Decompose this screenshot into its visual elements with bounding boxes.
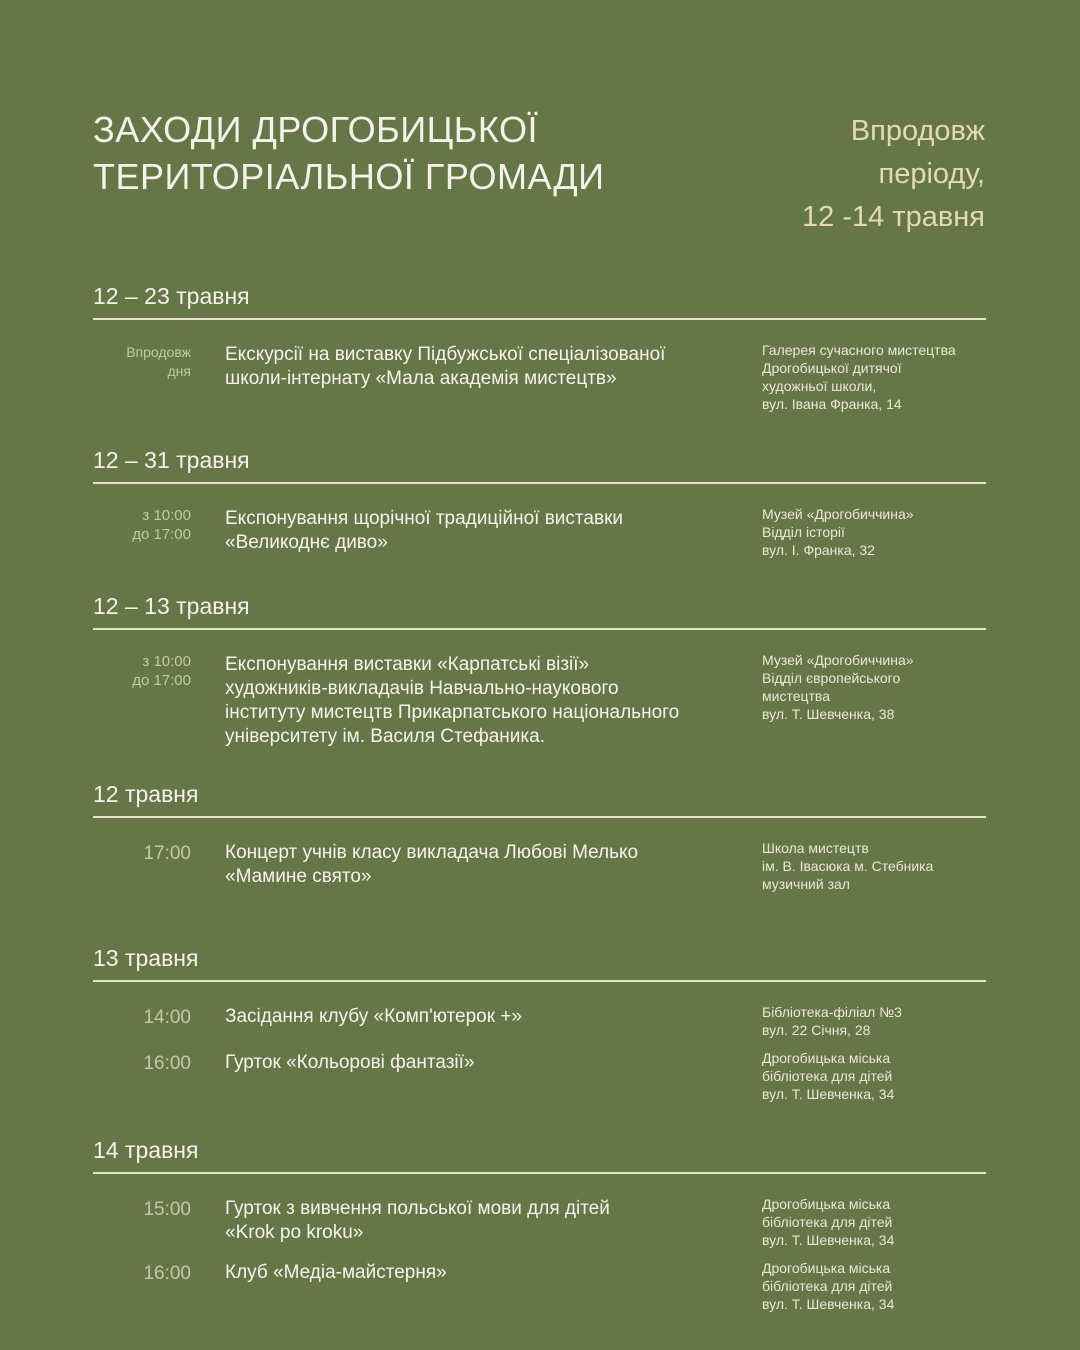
date-section <box>93 445 986 558</box>
place-line: вул. Т. Шевченка, 38 <box>762 706 895 722</box>
event-time <box>93 1263 191 1285</box>
section-date: 13 травня <box>93 943 986 982</box>
date-section <box>93 281 986 412</box>
time-line: дня <box>167 363 191 379</box>
event-location <box>762 341 986 413</box>
event-location <box>762 1195 986 1249</box>
place-line: Дрогобицька міська <box>762 1260 891 1276</box>
title-line: ЗАХОДИ ДРОГОБИЦЬКОЇ <box>93 109 538 150</box>
place-line: Дрогобицька міська <box>762 1196 891 1212</box>
event-time <box>93 1199 191 1221</box>
event-location <box>762 505 986 559</box>
place-line: вул. Івана Франка, 14 <box>762 396 902 412</box>
section-date: 12 – 31 травня <box>93 445 986 484</box>
event-time <box>93 652 191 690</box>
desc-line: Клуб «Медіа-майстерня» <box>225 1262 447 1283</box>
event-location <box>762 1259 986 1313</box>
place-line: Відділ історії <box>762 524 845 540</box>
event-description <box>225 1051 750 1075</box>
place-line: Музей «Дрогобиччина» <box>762 652 914 668</box>
date-section <box>93 943 986 1102</box>
place-line: Бібліотека-філіал №3 <box>762 1004 902 1020</box>
title-line: ТЕРИТОРІАЛЬНОЇ ГРОМАДИ <box>93 156 605 197</box>
desc-line: Засідання клубу «Комп'ютерок +» <box>225 1006 522 1027</box>
place-line: мистецтва <box>762 688 830 704</box>
section-date: 14 травня <box>93 1135 986 1174</box>
event-location <box>762 1003 986 1039</box>
desc-line: Концерт учнів класу викладача Любові Мелько <box>225 842 639 863</box>
page-title <box>93 106 605 200</box>
date-section <box>93 1135 986 1312</box>
desc-line: Гурток «Кольорові фантазії» <box>225 1052 475 1073</box>
event-time <box>93 1007 191 1029</box>
desc-line: «Великоднє диво» <box>225 532 388 553</box>
event-description <box>225 1197 750 1245</box>
event-time <box>93 506 191 544</box>
desc-line: «Krok po kroku» <box>225 1222 364 1243</box>
time-line: до 17:00 <box>132 526 191 543</box>
place-line: музичний зал <box>762 876 850 892</box>
date-section <box>93 591 986 747</box>
desc-line: Екскурсії на виставку Підбужської спеціалізованої <box>225 344 666 365</box>
time-line: 15:00 <box>143 1199 191 1220</box>
desc-line: школи-інтернату «Мала академія мистецтв» <box>225 368 617 389</box>
time-line: 14:00 <box>143 1007 191 1028</box>
time-line: 16:00 <box>143 1263 191 1284</box>
time-line: 16:00 <box>143 1053 191 1074</box>
place-line: Школа мистецтв <box>762 840 869 856</box>
event-location <box>762 839 986 893</box>
date-section <box>93 779 986 892</box>
period-line: Впродовж <box>850 115 985 147</box>
event-location <box>762 1049 986 1103</box>
place-line: Дрогобицька міська <box>762 1050 891 1066</box>
place-line: Дрогобицької дитячої <box>762 360 902 376</box>
desc-line: Експонування виставки «Карпатські візії» <box>225 654 590 675</box>
place-line: Музей «Дрогобиччина» <box>762 506 914 522</box>
event-description <box>225 343 750 391</box>
event-time <box>93 1053 191 1075</box>
section-date: 12 травня <box>93 779 986 818</box>
place-line: бібліотека для дітей <box>762 1214 893 1230</box>
desc-line: інституту мистецтв Прикарпатського національного <box>225 702 680 723</box>
place-line: вул. І. Франка, 32 <box>762 542 875 558</box>
place-line: бібліотека для дітей <box>762 1278 893 1294</box>
event-description <box>225 653 750 749</box>
desc-line: «Мамине свято» <box>225 866 372 887</box>
place-line: бібліотека для дітей <box>762 1068 893 1084</box>
desc-line: художників-викладачів Навчально-наукового <box>225 678 619 699</box>
desc-line: Гурток з вивчення польської мови для дітей <box>225 1198 610 1219</box>
place-line: вул. 22 Січня, 28 <box>762 1022 871 1038</box>
event-description <box>225 841 750 889</box>
event-description <box>225 507 750 555</box>
place-line: вул. Т. Шевченка, 34 <box>762 1086 895 1102</box>
period-line: періоду, <box>878 158 985 190</box>
place-line: Відділ європейського <box>762 670 901 686</box>
section-date: 12 – 13 травня <box>93 591 986 630</box>
event-location <box>762 651 986 723</box>
event-time <box>93 843 191 865</box>
place-line: вул. Т. Шевченка, 34 <box>762 1296 895 1312</box>
desc-line: університету ім. Василя Стефаника. <box>225 726 545 747</box>
place-line: ім. В. Івасюка м. Стебника <box>762 858 934 874</box>
desc-line: Експонування щорічної традиційної виставки <box>225 508 623 529</box>
place-line: художньої школи, <box>762 378 877 394</box>
time-line: до 17:00 <box>132 672 191 689</box>
time-line: з 10:00 <box>142 507 191 524</box>
place-line: вул. Т. Шевченка, 34 <box>762 1232 895 1248</box>
event-description <box>225 1005 750 1029</box>
period-label <box>802 110 985 239</box>
time-line: з 10:00 <box>142 653 191 670</box>
time-line: 17:00 <box>143 843 191 864</box>
event-description <box>225 1261 750 1285</box>
place-line: Галерея сучасного мистецтва <box>762 342 956 358</box>
section-date: 12 – 23 травня <box>93 281 986 320</box>
period-line: 12 -14 травня <box>802 201 985 233</box>
time-line: Впродовж <box>126 344 191 360</box>
event-time <box>93 343 191 381</box>
